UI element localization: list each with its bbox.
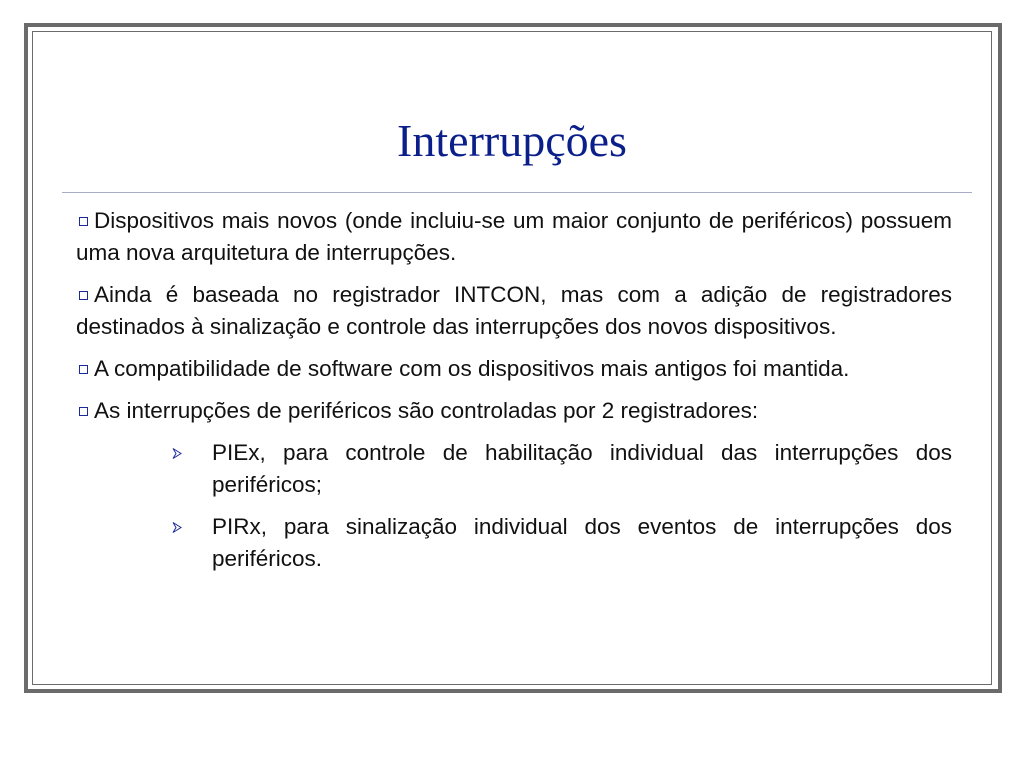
bullet-item (76, 205, 952, 269)
sub-bullet-item (212, 511, 952, 575)
sub-bullet-item (212, 437, 952, 501)
square-bullet-icon (79, 365, 88, 374)
square-bullet-icon (79, 217, 88, 226)
title-divider (62, 192, 972, 193)
square-bullet-icon (79, 407, 88, 416)
slide-title: Interrupções (397, 115, 627, 166)
slide-content (76, 205, 952, 585)
bullet-text: Ainda é baseada no registrador INTCON, mas com a adição de registradores destinados à sinalização e controle das interrupções dos novos dispositivos. (76, 282, 952, 339)
sub-bullet-text: PIEx, para controle de habilitação individual das interrupções dos periféricos; (212, 440, 952, 497)
bullet-text: Dispositivos mais novos (onde incluiu-se um maior conjunto de periféricos) possuem uma nova arquitetura de interrupções. (76, 208, 952, 265)
square-bullet-icon (79, 291, 88, 300)
bullet-item (76, 279, 952, 343)
arrow-bullet-icon (172, 511, 186, 543)
bullet-text: A compatibilidade de software com os dispositivos mais antigos foi mantida. (94, 356, 850, 381)
arrow-bullet-icon (172, 437, 186, 469)
bullet-item (76, 353, 952, 385)
bullet-text: As interrupções de periféricos são controladas por 2 registradores: (94, 398, 759, 423)
sub-bullet-text: PIRx, para sinalização individual dos eventos de interrupções dos periféricos. (212, 514, 952, 571)
bullet-item (76, 395, 952, 427)
